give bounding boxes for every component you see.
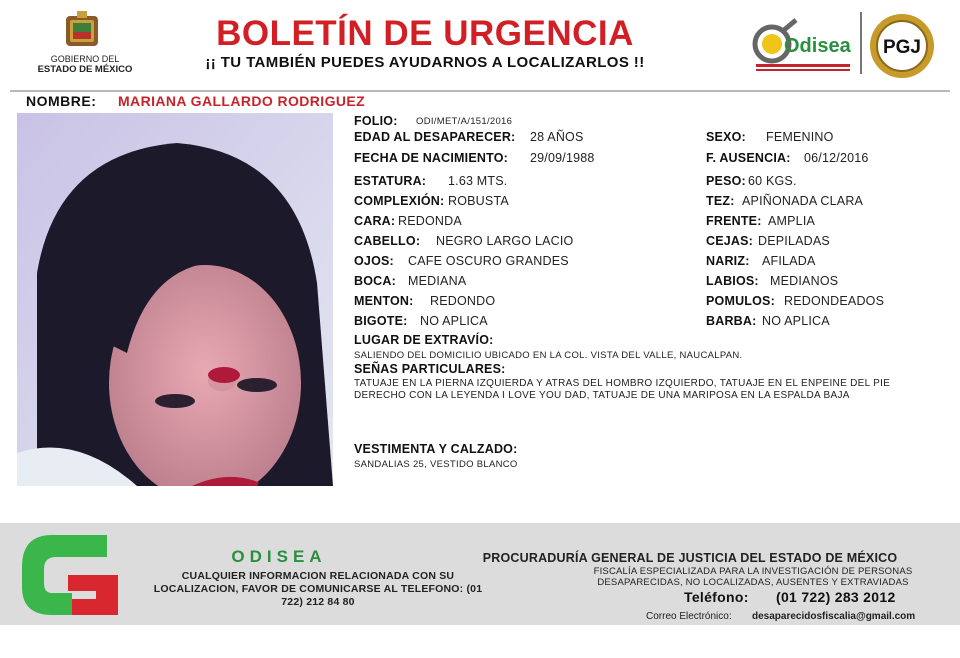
labios-label: LABIOS:	[706, 274, 759, 288]
tez-value: APIÑONADA CLARA	[742, 194, 864, 208]
fiscalia-description: FISCALÍA ESPECIALIZADA PARA LA INVESTIGACIÓN DE PERSONAS DESAPARECIDAS, NO LOCALIZADAS, AUSENTES Y EXTRAVIADAS	[593, 566, 913, 588]
name-label: NOMBRE:	[26, 93, 97, 109]
boca-value: MEDIANA	[408, 274, 467, 288]
state-seal-icon	[62, 10, 102, 50]
nariz-value: AFILADA	[762, 254, 816, 268]
missing-person-name: MARIANA GALLARDO RODRIGUEZ	[118, 93, 366, 109]
estatura-label: ESTATURA:	[354, 174, 427, 188]
pgj-name: PROCURADURÍA GENERAL DE JUSTICIA DEL ESTADO DE MÉXICO	[482, 551, 898, 565]
email-value: desaparecidosfiscalia@gmail.com	[752, 611, 916, 622]
cabello-label: CABELLO:	[354, 234, 421, 248]
labios-value: MEDIANOS	[770, 274, 839, 288]
government-label-line2: ESTADO DE MÉXICO	[37, 64, 133, 75]
bigote-value: NO APLICA	[420, 314, 488, 328]
ausencia-label: F. AUSENCIA:	[706, 151, 791, 165]
folio-label: FOLIO:	[354, 114, 398, 128]
telephone-label: Teléfono:	[684, 589, 749, 605]
missing-person-photo	[17, 113, 333, 486]
page-subtitle: ¡¡ TU TAMBIÉN PUEDES AYUDARNOS A LOCALIZARLOS !!	[205, 54, 645, 71]
odisea-logo-text: Odisea	[784, 35, 851, 57]
odisea-g-logo	[12, 527, 128, 621]
nacimiento-value: 29/09/1988	[530, 151, 595, 165]
ausencia-value: 06/12/2016	[804, 151, 869, 165]
header-rule	[10, 90, 950, 92]
header-divider	[860, 12, 862, 74]
nariz-label: NARIZ:	[706, 254, 750, 268]
contact-info-text: CUALQUIER INFORMACION RELACIONADA CON SU LOCALIZACION, FAVOR DE COMUNICARSE AL TELEFONO: (01 722) 212 84 80	[153, 570, 483, 608]
lugar-label: LUGAR DE EXTRAVÍO:	[354, 333, 494, 347]
menton-label: MENTON:	[354, 294, 414, 308]
boca-label: BOCA:	[354, 274, 396, 288]
vestimenta-value: SANDALIAS 25, VESTIDO BLANCO	[354, 459, 518, 470]
sexo-value: FEMENINO	[766, 130, 834, 144]
nacimiento-label: FECHA DE NACIMIENTO:	[354, 151, 508, 165]
menton-value: REDONDO	[430, 294, 496, 308]
ojos-label: OJOS:	[354, 254, 394, 268]
ojos-value: CAFE OSCURO GRANDES	[408, 254, 569, 268]
frente-value: AMPLIA	[768, 214, 816, 228]
email-label: Correo Electrónico:	[646, 611, 732, 622]
senas-label: SEÑAS PARTICULARES:	[354, 362, 506, 376]
frente-label: FRENTE:	[706, 214, 762, 228]
government-label-line1: GOBIERNO DEL	[50, 54, 120, 64]
cabello-value: NEGRO LARGO LACIO	[436, 234, 574, 248]
bigote-label: BIGOTE:	[354, 314, 408, 328]
cejas-label: CEJAS:	[706, 234, 754, 248]
odisea-logo	[750, 14, 854, 76]
folio-value: ODI/MET/A/151/2016	[416, 116, 513, 127]
vestimenta-label: VESTIMENTA Y CALZADO:	[354, 442, 518, 456]
lugar-value: SALIENDO DEL DOMICILIO UBICADO EN LA COL. VISTA DEL VALLE, NAUCALPAN.	[354, 350, 743, 361]
peso-label: PESO:	[706, 174, 746, 188]
cejas-value: DEPILADAS	[758, 234, 830, 248]
senas-value: TATUAJE EN LA PIERNA IZQUIERDA Y ATRAS DEL HOMBRO IZQUIERDO, TATUAJE EN EL ENPEINE DEL PIE DERECHO CON LA LEYENDA I LOVE YOU DAD, TATUAJE DE UNA MARIPOSA EN LA ESPALDA BAJA	[354, 378, 891, 401]
estatura-value: 1.63 MTS.	[448, 174, 508, 188]
page-title: BOLETÍN DE URGENCIA	[216, 14, 634, 53]
edad-label: EDAD AL DESAPARECER:	[354, 130, 516, 144]
telephone-value: (01 722) 283 2012	[776, 589, 896, 605]
tez-label: TEZ:	[706, 194, 735, 208]
odisea-footer-title: ODISEA	[231, 547, 327, 566]
barba-label: BARBA:	[706, 314, 757, 328]
peso-value: 60 KGS.	[748, 174, 797, 188]
pomulos-value: REDONDEADOS	[784, 294, 885, 308]
edad-value: 28 AÑOS	[530, 130, 584, 144]
barba-value: NO APLICA	[762, 314, 830, 328]
complexion-label: COMPLEXIÓN:	[354, 194, 445, 208]
cara-label: CARA:	[354, 214, 396, 228]
pgj-logo-text: PGJ	[882, 37, 922, 58]
pomulos-label: POMULOS:	[706, 294, 775, 308]
sexo-label: SEXO:	[706, 130, 746, 144]
complexion-value: ROBUSTA	[448, 194, 509, 208]
cara-value: REDONDA	[398, 214, 462, 228]
pgj-seal-logo	[866, 12, 938, 80]
